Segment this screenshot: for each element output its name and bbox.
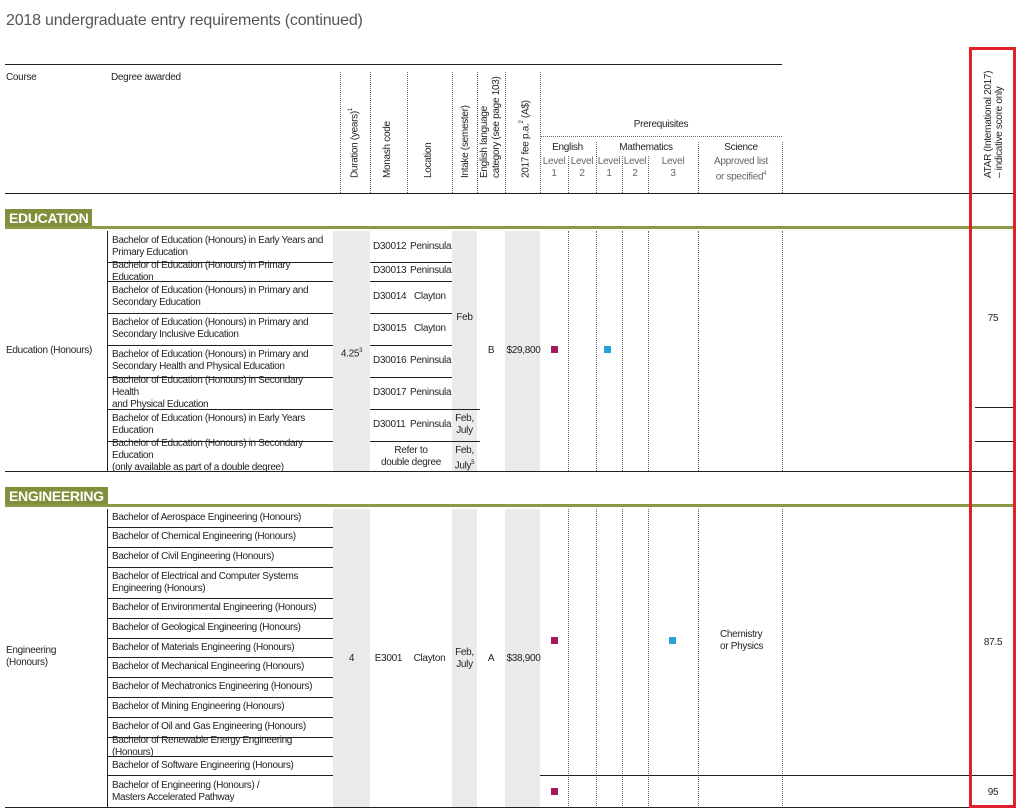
edu-location: Peninsula [410,387,452,398]
eng-atar: 87.5 [983,637,1003,648]
edu-col-dot [648,231,649,471]
eng-degree-row: Bachelor of Oil and Gas Engineering (Honours) [112,721,306,732]
eng-atar-map: 95 [987,787,999,798]
edu-row-rule [370,345,452,346]
header-sep [698,142,699,193]
prereq-rule [540,136,782,137]
header-english-cat-2: category (see page 103) [491,76,502,178]
edu-refer: Refer to double degree [380,445,442,468]
section-engineering: ENGINEERING [5,487,108,505]
header-fee: 2017 fee p.a.$^2$ (A$) [519,100,532,178]
header-sep [648,156,649,193]
science-sub: Approved list or specified$^4$ [714,156,768,183]
edu-row-rule [370,313,452,314]
eng-col-dot [698,509,699,808]
eng-code: E3001 [374,653,403,664]
header-top-rule [5,64,782,65]
edu-code: D30012 [373,241,407,252]
edu-row-rule [370,377,452,378]
eng-level-1: Level 1 [542,156,566,179]
edu-code: D30011 [373,419,406,430]
eng-degree-row: Bachelor of Software Engineering (Honours) [112,759,294,771]
edu-degree-row: Bachelor of Education (Honours) in Early Years and Primary Education [112,234,323,258]
edu-intake-8: Feb, July$^5$ [454,445,475,472]
eng-degree-row: Bachelor of Mining Engineering (Honours) [112,701,285,712]
header-sep [505,72,506,193]
header-sep [622,156,623,193]
edu-english-cat: B [487,345,495,356]
header-sep [452,72,453,193]
header-sep [596,142,597,193]
eng-map-english-marker [551,788,558,795]
header-english: English [552,142,583,153]
edu-english-marker [551,346,558,353]
eng-col-dot [648,509,649,808]
header-sep [340,72,341,193]
eng-duration: 4 [348,653,355,664]
header-mathematics: Mathematics [619,142,673,153]
edu-code: D30017 [373,387,407,398]
header-course: Course [6,72,37,83]
edu-degree-row: Bachelor of Education (Honours) in Secondary Education (only available as part of a double degree) [112,438,303,473]
edu-row-rule [370,262,452,263]
edu-code: D30015 [373,323,407,334]
header-atar-1: ATAR (International 2017) [983,70,994,178]
header-bottom-rule [5,193,1015,194]
eng-maths-marker [669,637,676,644]
edu-location: Clayton [414,323,446,334]
edu-duration: 4.25$^3$ [340,348,363,360]
eng-degree-row: Bachelor of Civil Engineering (Honours) [112,551,274,562]
edu-row-rule [370,281,452,282]
edu-row-rule [452,409,480,410]
eng-degree-row: Bachelor of Engineering (Honours) / Masters Accelerated Pathway [112,779,260,803]
edu-degree-row: Bachelor of Education (Honours) in Secondary Health and Physical Education [112,375,303,410]
header-sep [782,142,783,193]
edu-intake: Feb [456,312,473,323]
header-english-cat-1: English language [479,106,490,178]
eng-degree-row: Bachelor of Electrical and Computer Systems Engineering (Honours) [112,570,299,594]
eng-col-dot [596,509,597,808]
math-level-3: Level 3 [661,156,685,179]
section-education-rule [5,226,1015,229]
math-level-1: Level 1 [597,156,621,179]
edu-code: D30016 [373,355,407,366]
atar-highlight-box [969,47,1016,808]
header-duration: Duration (years)$^1$ [348,108,361,178]
header-degree: Degree awarded [111,72,181,83]
header-sep [568,156,569,193]
header-sep [370,72,371,193]
edu-degree-row: Bachelor of Education (Honours) in Primary and Secondary Inclusive Education [112,317,309,340]
edu-atar: 75 [987,313,999,324]
edu-code: D30014 [373,291,407,302]
edu-col-dot [782,231,783,471]
edu-col-dot [596,231,597,471]
eng-english-marker [551,637,558,644]
eng-bottom-rule [5,807,1015,808]
edu-col-dot [622,231,623,471]
eng-degree-row: Bachelor of Chemical Engineering (Honours) [112,531,296,542]
header-sep [540,72,541,193]
edu-location: Peninsula [410,355,452,366]
eng-science: Chemistry or Physics [720,629,764,652]
eng-col-dot [568,509,569,808]
header-intake: Intake (semester) [460,105,471,178]
eng-degree-row: Bachelor of Renewable Energy Engineering (Honours) [112,734,293,758]
edu-degree-row: Bachelor of Education (Honours) in Primary Education [112,259,291,283]
eng-degree-row: Bachelor of Aerospace Engineering (Honours) [112,512,301,523]
header-code: Monash code [382,121,393,178]
edu-location: Peninsula [410,419,452,430]
eng-row-rule [540,775,1015,776]
edu-degree-row: Bachelor of Education (Honours) in Early Years Education [112,413,305,436]
edu-row-rule [370,409,452,410]
eng-degree-row: Bachelor of Mechanical Engineering (Honours) [112,661,304,672]
edu-location: Clayton [414,291,446,302]
edu-course: Education (Honours) [6,345,93,356]
header-sep [407,72,408,193]
eng-degree-row: Bachelor of Materials Engineering (Honours) [112,641,295,653]
eng-location: Clayton [413,653,446,664]
eng-degree-row: Bachelor of Mechatronics Engineering (Honours) [112,681,313,692]
eng-col-dot [622,509,623,808]
header-sep [477,72,478,193]
eng-degree-row: Bachelor of Geological Engineering (Honours) [112,622,301,633]
edu-fee: $29,800 [506,345,541,356]
header-atar-2: – indicative score only [994,86,1005,178]
eng-english-cat: A [487,653,495,664]
section-engineering-rule [5,504,1015,507]
eng-col-dot [782,509,783,808]
edu-degree-row: Bachelor of Education (Honours) in Primary and Secondary Health and Physical Education [112,349,309,372]
edu-maths-marker [604,346,611,353]
edu-code: D30013 [373,265,407,276]
edu-col-dot [698,231,699,471]
page-title: 2018 undergraduate entry requirements (continued) [6,12,363,29]
math-level-2: Level 2 [623,156,647,179]
edu-location: Peninsula [410,265,452,276]
edu-intake-7: Feb, July [455,413,474,436]
eng-fee: $38,900 [506,653,541,664]
header-science: Science [724,142,758,153]
eng-intake: Feb, July [455,647,474,670]
edu-row-rule [370,441,480,442]
edu-col-dot [568,231,569,471]
eng-degree-row: Bachelor of Environmental Engineering (Honours) [112,602,317,613]
header-location: Location [423,142,434,178]
section-education: EDUCATION [5,209,92,227]
edu-location: Peninsula [410,241,452,252]
edu-degree-row: Bachelor of Education (Honours) in Primary and Secondary Education [112,285,309,308]
eng-course: Engineering (Honours) [6,645,57,668]
header-prerequisites: Prerequisites [633,119,689,130]
eng-level-2: Level 2 [570,156,594,179]
